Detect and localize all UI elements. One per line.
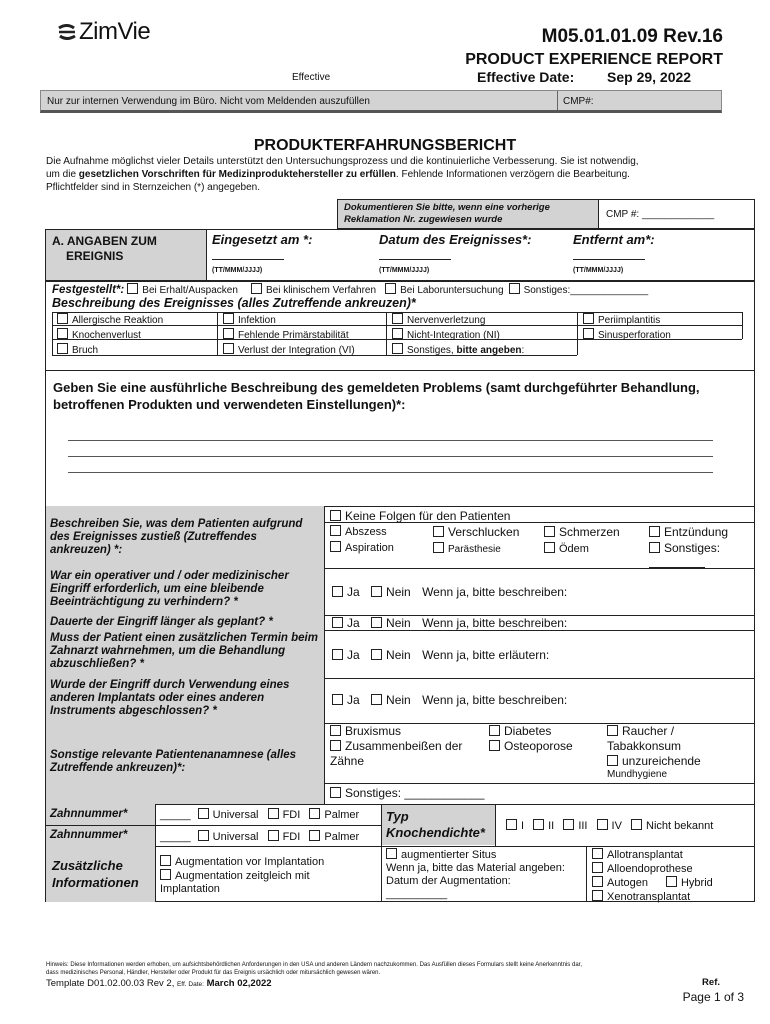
logo-text: ZimVie xyxy=(79,18,151,45)
detected-checkbox-4[interactable] xyxy=(509,283,520,294)
detail-line-1[interactable] xyxy=(68,440,713,441)
q3-yes-checkbox[interactable] xyxy=(332,649,343,660)
bone-i-checkbox[interactable] xyxy=(506,819,517,830)
bone-loss-checkbox[interactable] xyxy=(57,328,68,339)
tooth-row-1: _____ Universal FDI Palmer xyxy=(160,809,360,821)
logo-mark-icon xyxy=(57,19,77,35)
outcome-other-checkbox[interactable] xyxy=(649,542,660,553)
history-other: Sonstiges: ____________ xyxy=(330,786,484,800)
removed-date-field[interactable]: Entfernt am*: (TT/MMM/JJJJ) xyxy=(573,232,655,274)
smoker-checkbox[interactable] xyxy=(607,725,618,736)
palmer-checkbox-1[interactable] xyxy=(309,808,320,819)
detected-checkbox-1[interactable] xyxy=(127,283,138,294)
palmer-checkbox-2[interactable] xyxy=(309,830,320,841)
q4-yes-checkbox[interactable] xyxy=(332,694,343,705)
internal-use-text: Nur zur internen Verwendung im Büro. Nicht vom Meldenden auszufüllen xyxy=(47,96,370,107)
question-4-answer: Ja Nein Wenn ja, bitte beschreiben: xyxy=(332,693,567,707)
effective-small: Effective xyxy=(292,72,331,83)
internal-use-bar xyxy=(40,90,722,113)
edema-checkbox[interactable] xyxy=(544,542,555,553)
implanted-date-field[interactable]: Eingesetzt am *: (TT/MMM/JJJJ) xyxy=(212,232,313,274)
bone-unknown-checkbox[interactable] xyxy=(631,819,642,830)
q2-no-checkbox[interactable] xyxy=(371,617,382,628)
fracture-checkbox[interactable] xyxy=(57,343,68,354)
paresthesia-checkbox[interactable] xyxy=(433,542,444,553)
xenograft-checkbox[interactable] xyxy=(592,890,603,901)
detail-line-3[interactable] xyxy=(68,472,713,473)
form-title: PRODUKTERFAHRUNGSBERICHT xyxy=(253,137,517,154)
additional-info-label: Zusätzliche Informationen xyxy=(46,846,155,902)
description-title: Beschreibung des Ereignisses (alles Zutreffende ankreuzen)* xyxy=(52,296,416,310)
doc-number: M05.01.01.09 Rev.16 xyxy=(541,26,723,47)
question-1-label: War ein operativer und / oder medizinischer Eingriff erforderlich, um eine bleibende Beeinträchtigung zu verhindern? * xyxy=(46,568,324,615)
page-number: Page 1 of 3 xyxy=(682,990,744,1004)
fdi-checkbox-2[interactable] xyxy=(268,830,279,841)
report-title: PRODUCT EXPERIENCE REPORT xyxy=(465,51,723,68)
tooth-number-label-1: Zahnnummer* xyxy=(46,804,155,825)
history-other-checkbox[interactable] xyxy=(330,787,341,798)
bone-ii-checkbox[interactable] xyxy=(533,819,544,830)
bruxism-checkbox[interactable] xyxy=(330,725,341,736)
autogen-checkbox[interactable] xyxy=(592,876,603,887)
event-form: A. ANGABEN ZUM EREIGNIS Eingesetzt am *: (TT/MMM/JJJJ) Datum des Ereignisses*: (TT/MMM/JJJJ) Entfernt am*: (TT/MMM/JJJJ) Festgestellt*: Bei Erhalt/Auspacken Bei klinischem Verfahren Bei Laboruntersuchung Sonstiges:______________ Beschreibung des Ereignisses (alles Zutreffende ankreuzen)* Allergische Reaktion Knochenverlust Bruch Infektion Fehlende Primärstabilität Verlust der Integration (VI) Nervenverletzung Nicht-Integration (NI) Sonstiges, bitte angeben: Periimplantitis Sinusperforation Geben Sie eine ausführliche Beschreibung des gemeldeten Problems (samt durchgeführter Behandlung, betroffenen Produkten und verwendeten Einstellungen)*: Beschreiben Sie, was dem Patienten aufgrund des Ereignisses zustieß (Zutreffendes ankreuzen) *: Keine Folgen für den Patienten Abszess Aspiration Verschlucken Parästhesie Schmerzen Ödem Entzündung Sonstiges: War ein operativer und / oder medizinischer Eingriff erforderlich, um eine bleibende Beeinträchtigung zu verhindern? * Ja Nein Wenn ja, bitte beschreiben: Dauerte der Eingriff länger als geplant? * Ja Nein Wenn ja, bitte beschreiben: Muss der Patient einen zusätzlichen Termin beim Zahnarzt wahrnehmen, um die Behandlung abzuschließen? * Ja Nein Wenn ja, bitte erläutern: Wurde der Eingriff durch Verwendung eines anderen Implantats oder eines anderen Instruments abgeschlossen? * Ja Nein Wenn ja, bitte beschreiben: Sonstige relevante Patientenanamnese (alles Zutreffende ankreuzen)*: Bruxismus Zusammenbeißen der Zähne Diabetes Osteoporose Raucher / Tabakkonsum unzureichende Mundhygiene Sonstiges: ____________ Zahnnummer* Zahnnummer* _____ Universal FDI Palmer _____ Universal FDI Palmer Typ Knochendichte* I II III IV Nicht bekannt Zusätzliche Informationen Augmentation vor Implantation Augmentation zeitgleich mit Implantation augmentierter Situs Wenn ja, bitte das Material angeben: Datum der Augmentation: __________ Allotransplantat Alloendoprothese Autogen Hybrid Xenotransplantat xyxy=(45,229,755,902)
detected-checkbox-2[interactable] xyxy=(251,283,262,294)
detail-line-2[interactable] xyxy=(68,456,713,457)
tooth-row-2: _____ Universal FDI Palmer xyxy=(160,831,360,843)
bone-density-options: I II III IV Nicht bekannt xyxy=(506,819,713,832)
alloendo-checkbox[interactable] xyxy=(592,862,603,873)
nerve-injury-checkbox[interactable] xyxy=(392,313,403,324)
bone-density-label: Typ Knochendichte* xyxy=(382,805,495,845)
infection-checkbox[interactable] xyxy=(223,313,234,324)
no-consequences-checkbox[interactable] xyxy=(330,510,341,521)
detected-checkbox-3[interactable] xyxy=(385,283,396,294)
description-col-2: Infektion Fehlende Primärstabilität Verlust der Integration (VI) xyxy=(223,313,355,358)
q1-no-checkbox[interactable] xyxy=(371,586,382,597)
q3-no-checkbox[interactable] xyxy=(371,649,382,660)
no-consequences-option: Keine Folgen für den Patienten xyxy=(330,509,510,523)
q1-yes-checkbox[interactable] xyxy=(332,586,343,597)
tooth-number-label-2: Zahnnummer* xyxy=(46,825,155,846)
description-other-checkbox[interactable] xyxy=(392,343,403,354)
description-col-1: Allergische Reaktion Knochenverlust Bruch xyxy=(57,313,163,358)
footer-ref: Ref. xyxy=(702,977,720,988)
tooth-number-input-1[interactable]: _____ xyxy=(160,809,191,821)
aug-simultaneous-checkbox[interactable] xyxy=(160,869,171,880)
osteoporosis-checkbox[interactable] xyxy=(489,740,500,751)
loss-integration-checkbox[interactable] xyxy=(223,343,234,354)
history-label: Sonstige relevante Patientenanamnese (alles Zutreffende ankreuzen)*: xyxy=(46,723,324,804)
detected-row: Festgestellt*: Bei Erhalt/Auspacken Bei klinischem Verfahren Bei Laboruntersuchung Sonstiges:______________ xyxy=(52,284,649,296)
effective-date: Sep 29, 2022 xyxy=(607,69,692,85)
q4-no-checkbox[interactable] xyxy=(371,694,382,705)
section-a-title: A. ANGABEN ZUM EREIGNIS xyxy=(46,230,206,280)
question-2-answer: Ja Nein Wenn ja, bitte beschreiben: xyxy=(332,616,567,630)
allergy-checkbox[interactable] xyxy=(57,313,68,324)
poor-hygiene-checkbox[interactable] xyxy=(607,755,618,766)
intro-text: Die Aufnahme möglichst vieler Details unterstützt den Untersuchungsprozess und die kontinuierliche Verbesserung. Sie ist notwendig, um die gesetzlichen Vorschriften für Medizinproduktehersteller zu erfüllen. Fehlende Informationen verzögern die Bearbeitung. Pflichtfelder sind in Sternzeichen (*) angegeben. xyxy=(46,156,639,193)
question-3-answer: Ja Nein Wenn ja, bitte erläutern: xyxy=(332,648,549,662)
description-col-3: Nervenverletzung Nicht-Integration (NI) Sonstiges, bitte angeben: xyxy=(392,313,524,358)
question-1-answer: Ja Nein Wenn ja, bitte beschreiben: xyxy=(332,585,567,599)
internal-cmp-label: CMP#: xyxy=(563,96,594,107)
inflammation-checkbox[interactable] xyxy=(649,526,660,537)
question-3-label: Muss der Patient einen zusätzlichen Termin beim Zahnarzt wahrnehmen, um die Behandlung abzuschließen? * xyxy=(46,630,324,678)
footer-template: Template D01.02.00.03 Rev 2, Eff. Date: March 02,2022 xyxy=(46,978,272,989)
augmented-site-checkbox[interactable] xyxy=(386,848,397,859)
prior-cmp-field[interactable]: CMP #: _____________ xyxy=(606,209,715,220)
non-integration-checkbox[interactable] xyxy=(392,328,403,339)
bone-iv-checkbox[interactable] xyxy=(597,819,608,830)
footer-note: Hinweis: Diese Informationen werden erhoben, um aufsichtsbehördlichen Anforderungen in den USA und anderen Ländern nachzukommen. Das Ausfüllen dieses Formulars stellt keine Anerkenntnis dar, dass medizinisches Personal, Händler, Hersteller oder Produkt für das Ereignis ursächlich oder mitursächlich gewesen wären. xyxy=(46,962,582,976)
diabetes-checkbox[interactable] xyxy=(489,725,500,736)
aspiration-checkbox[interactable] xyxy=(330,541,341,552)
bone-iii-checkbox[interactable] xyxy=(563,819,574,830)
allograft-checkbox[interactable] xyxy=(592,848,603,859)
description-col-4: Periimplantitis Sinusperforation xyxy=(583,313,671,343)
swallowing-checkbox[interactable] xyxy=(433,526,444,537)
event-date-field[interactable]: Datum des Ereignisses*: (TT/MMM/JJJJ) xyxy=(379,232,532,274)
question-4-label: Wurde der Eingriff durch Verwendung eines anderen Implantats oder eines anderen Instruments abgeschlossen? * xyxy=(46,678,324,723)
logo xyxy=(57,18,150,46)
q2-yes-checkbox[interactable] xyxy=(332,617,343,628)
tooth-number-input-2[interactable]: _____ xyxy=(160,831,191,843)
periimplantitis-checkbox[interactable] xyxy=(583,313,594,324)
fdi-checkbox-1[interactable] xyxy=(268,808,279,819)
universal-checkbox-1[interactable] xyxy=(198,808,209,819)
pain-checkbox[interactable] xyxy=(544,526,555,537)
primary-stability-checkbox[interactable] xyxy=(223,328,234,339)
patient-outcome-label: Beschreiben Sie, was dem Patienten aufgrund des Ereignisses zustieß (Zutreffendes ankreuzen) *: xyxy=(46,506,324,568)
detail-prompt: Geben Sie eine ausführliche Beschreibung des gemeldeten Problems (samt durchgeführter Behandlung, betroffenen Produkten und verwendeten Einstellungen)*: xyxy=(53,380,700,412)
prior-complaint-box: Dokumentieren Sie bitte, wenn eine vorherige Reklamation Nr. zugewiesen wurde CMP #: _____________ xyxy=(337,199,755,229)
clenching-checkbox[interactable] xyxy=(330,740,341,751)
question-2-label: Dauerte der Eingriff länger als geplant? * xyxy=(46,615,324,630)
universal-checkbox-2[interactable] xyxy=(198,830,209,841)
aug-before-checkbox[interactable] xyxy=(160,855,171,866)
sinus-perforation-checkbox[interactable] xyxy=(583,328,594,339)
hybrid-checkbox[interactable] xyxy=(666,876,677,887)
abscess-checkbox[interactable] xyxy=(330,525,341,536)
effective-label: Effective Date: xyxy=(477,69,575,85)
